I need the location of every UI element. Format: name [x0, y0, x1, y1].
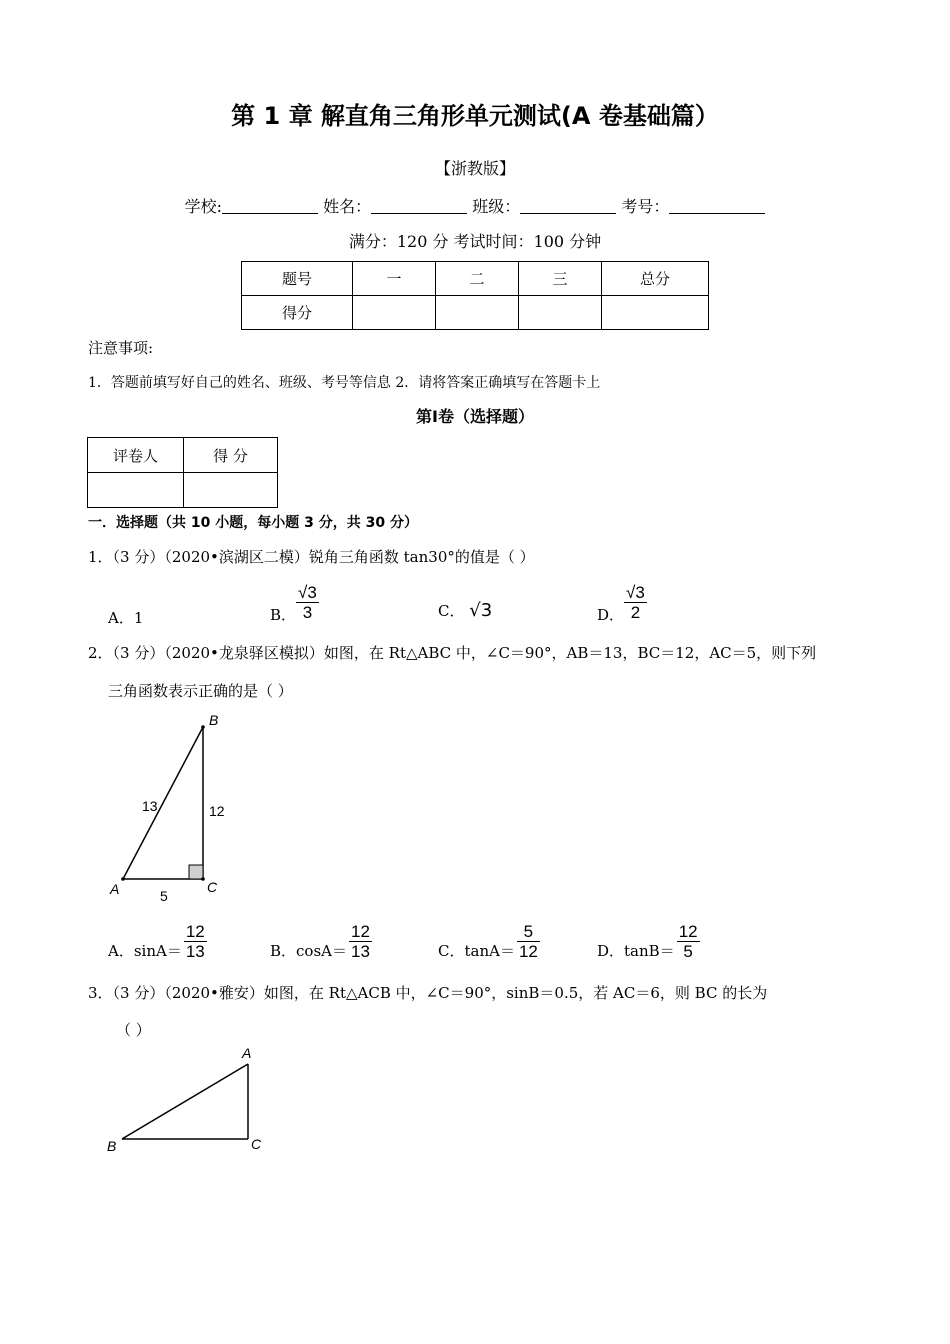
label-ac-length: 5: [160, 888, 168, 904]
notes-text: 1．答题前填写好自己的姓名、班级、考号等信息 2．请将答案正确填写在答题卡上: [88, 375, 601, 391]
vertex-c: [201, 877, 205, 881]
score-header-cell: 三: [519, 262, 602, 296]
notes-title: 注意事项:: [88, 339, 154, 357]
exam-no-blank[interactable]: [669, 197, 765, 214]
exam-meta: 满分：120 分 考试时间：100 分钟: [348, 232, 602, 251]
fraction-denominator: 2: [630, 602, 641, 622]
q1-option-d[interactable]: [597, 576, 647, 628]
score-cell[interactable]: [602, 296, 709, 330]
score-cell[interactable]: [184, 473, 278, 508]
edition-label: 【浙教版】: [434, 159, 515, 178]
label-b: B: [107, 1138, 117, 1154]
q2-option-b-label: B．cosA＝: [270, 941, 347, 960]
section-title: 第Ⅰ卷（选择题）: [416, 407, 534, 426]
q2-option-d[interactable]: [597, 919, 700, 963]
fraction-numerator: 12: [351, 921, 370, 941]
vertex-a: [121, 877, 125, 881]
q2-stem-cont: 三角函数表示正确的是（ ）: [108, 682, 293, 700]
q1-option-b-label: B．: [270, 605, 297, 624]
class-label: 班级：: [472, 197, 521, 216]
label-a: A: [110, 881, 120, 897]
q2-option-b[interactable]: [270, 919, 372, 963]
fraction-numerator: 12: [678, 921, 698, 941]
q1-option-d-label: D．: [597, 605, 625, 624]
label-b: B: [209, 712, 219, 728]
q2-option-b-fraction: [349, 922, 372, 961]
right-angle-marker: [189, 865, 203, 879]
fraction-denominator: 12: [518, 941, 538, 961]
q2-option-c-label: C．tanA＝: [438, 941, 515, 960]
score-cell[interactable]: [353, 296, 436, 330]
score-table-header-row: [242, 262, 709, 296]
label-a: A: [242, 1045, 252, 1061]
score-cell[interactable]: [519, 296, 602, 330]
fraction-numerator: 5: [517, 922, 540, 942]
q1-option-c[interactable]: [438, 600, 492, 621]
q1-stem: 1．（3 分）（2020•滨湖区二模）锐角三角函数 tan30°的值是（ ）: [88, 548, 535, 566]
label-bc-length: 12: [209, 803, 225, 819]
q1-option-a[interactable]: A．1: [108, 609, 144, 627]
q1-option-c-value: √3: [469, 600, 493, 621]
score-header-cell: 二: [436, 262, 519, 296]
q3-triangle-figure: [100, 1044, 275, 1159]
fraction-denominator: 3: [302, 602, 313, 622]
page-title: 第 1 章 解直角三角形单元测试(A 卷基础篇）: [231, 102, 719, 130]
q2-option-d-fraction: [677, 922, 700, 961]
fraction-numerator: √3: [626, 582, 645, 602]
part-one-heading: 一．选择题（共 10 小题，每小题 3 分，共 30 分）: [88, 515, 418, 531]
grader-table: [87, 437, 278, 508]
q2-option-c[interactable]: [438, 919, 540, 963]
side-ab: [123, 727, 203, 879]
fraction-denominator: 13: [185, 941, 205, 961]
q1-option-d-fraction: [624, 583, 647, 622]
fraction-numerator: √3: [298, 582, 317, 602]
q1-option-b-fraction: [296, 583, 319, 622]
q1-option-b[interactable]: [270, 576, 319, 628]
school-blank[interactable]: [222, 197, 318, 214]
q3-stem-cont: （ ）: [116, 1021, 151, 1039]
name-label: 姓名：: [323, 197, 372, 216]
score-header-cell: 一: [353, 262, 436, 296]
q2-option-a[interactable]: [108, 919, 207, 963]
exam-no-label: 考号：: [621, 197, 670, 216]
q2-stem: 2．（3 分）（2020•龙泉驿区模拟）如图，在 Rt△ABC 中，∠C＝90°，AB＝13，BC＝12，AC＝5，则下列: [88, 644, 817, 662]
score-row-label: 得分: [242, 296, 353, 330]
student-info-line: [0, 194, 950, 217]
label-c: C: [207, 879, 218, 895]
score-cell[interactable]: [436, 296, 519, 330]
fraction-denominator: 5: [683, 941, 693, 961]
label-ab-length: 13: [142, 798, 158, 814]
fraction-denominator: 13: [351, 941, 370, 961]
q2-option-d-label: D．tanB＝: [597, 941, 675, 960]
score-header: 得 分: [184, 438, 278, 473]
name-blank[interactable]: [371, 197, 467, 214]
school-label: 学校:: [184, 197, 223, 216]
score-header-cell: 总分: [602, 262, 709, 296]
q3-stem: 3．（3 分）（2020•雅安）如图，在 Rt△ACB 中，∠C＝90°，sinB＝0.5，若 AC＝6，则 BC 的长为: [88, 984, 768, 1002]
grader-header: 评卷人: [88, 438, 184, 473]
grader-cell[interactable]: [88, 473, 184, 508]
fraction-numerator: 12: [185, 921, 205, 941]
score-table: [241, 261, 709, 330]
label-c: C: [251, 1136, 262, 1152]
score-table-row: [242, 296, 709, 330]
score-header-cell: 题号: [242, 262, 353, 296]
side-ab: [122, 1064, 248, 1139]
q2-option-a-label: A．sinA＝: [108, 941, 182, 960]
q2-triangle-figure: [100, 706, 250, 911]
q1-option-c-label: C．: [438, 602, 465, 620]
q2-option-c-fraction: [517, 922, 540, 961]
q2-option-a-fraction: [184, 922, 207, 961]
class-blank[interactable]: [520, 197, 616, 214]
vertex-b: [201, 725, 205, 729]
